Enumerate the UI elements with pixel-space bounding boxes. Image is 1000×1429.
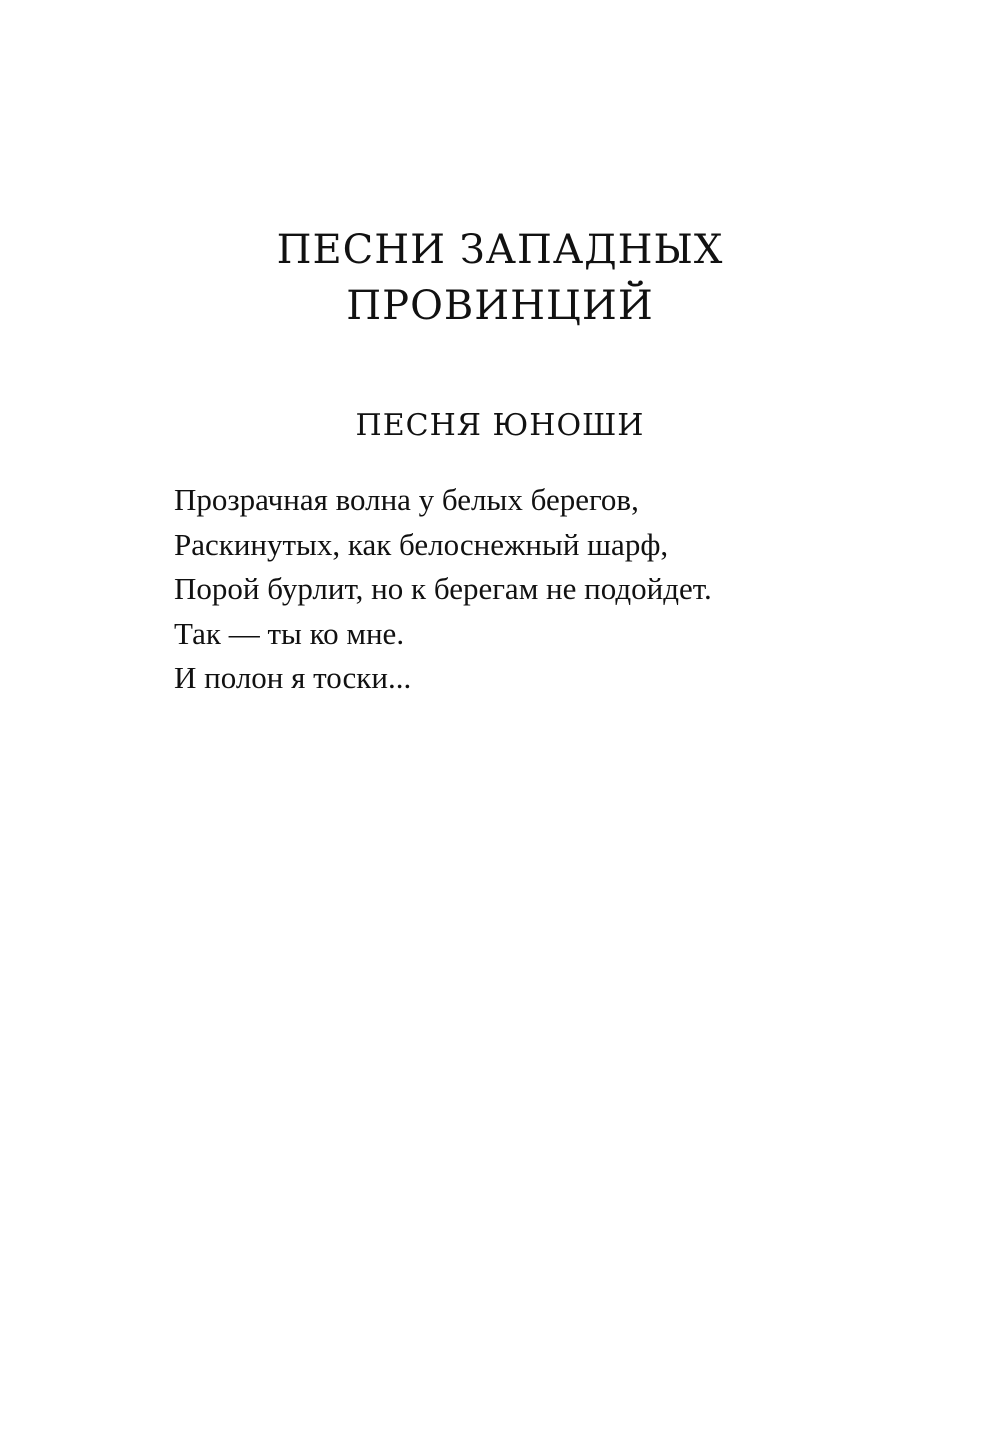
section-title-line: ПРОВИНЦИЙ <box>346 283 654 329</box>
poem-line: Прозрачная волна у белых берегов, <box>174 482 639 517</box>
poem-line: Раскинутых, как белоснежный шарф, <box>174 526 669 562</box>
section-title-line: ПЕСНИ ЗАПАДНЫХ <box>276 227 724 273</box>
section-title <box>0 222 1000 334</box>
poem-line: Порой бурлит, но к берегам не подойдет. <box>174 571 712 606</box>
poem-line: Так — ты ко мне. <box>174 615 405 651</box>
poem-title: ПЕСНЯ ЮНОШИ <box>355 408 645 443</box>
poem-line: И полон я тоски... <box>174 660 412 695</box>
poem-body <box>174 478 712 701</box>
